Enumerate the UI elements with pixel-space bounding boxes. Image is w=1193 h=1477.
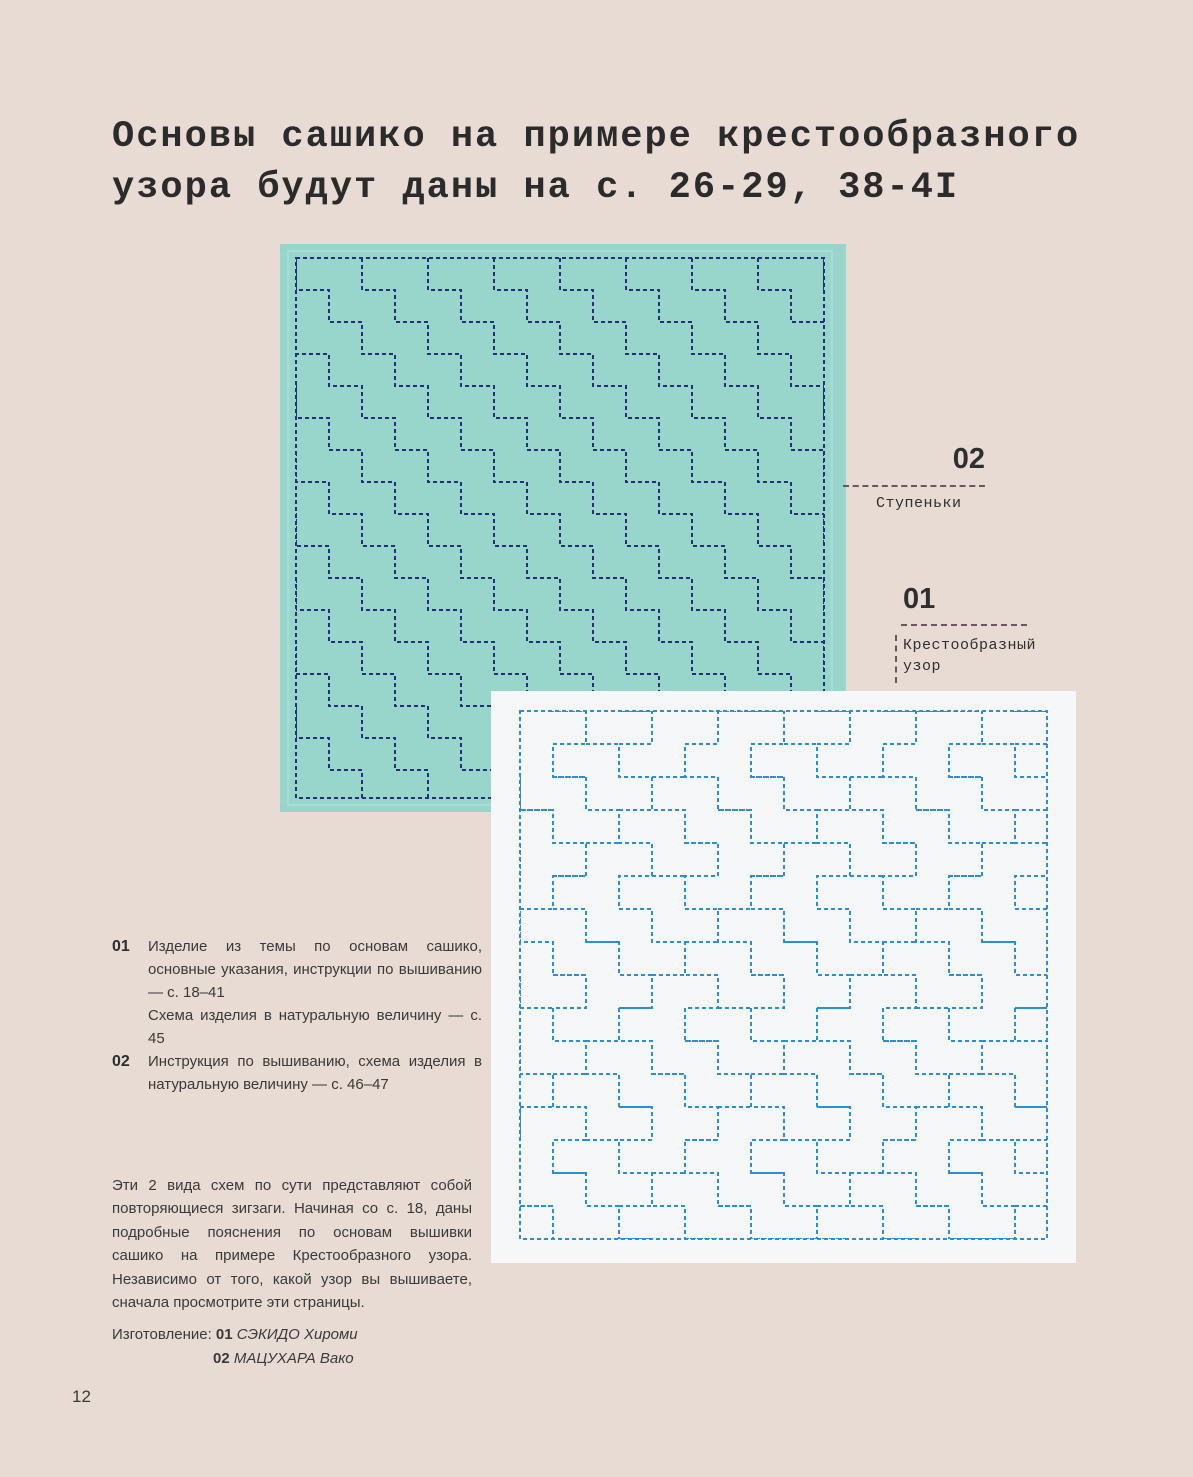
title-line-2: узора будут даны на с. 26-29, 38-4I — [112, 167, 960, 209]
page-title — [112, 112, 1152, 214]
credits-row-1-number: 01 — [215, 1326, 233, 1343]
label-02-name: Ступеньки — [876, 495, 962, 512]
credits-row-1-name: СЭКИДО Хироми — [236, 1326, 358, 1343]
note-01-number: 01 — [112, 938, 130, 955]
note-02-number: 02 — [112, 1053, 130, 1070]
credits-row-2-number: 02 — [213, 1350, 230, 1367]
note-01-text-2: Схема изделия в натуральную величину — с. 45 — [148, 1007, 482, 1047]
note-01-text — [148, 935, 482, 1050]
label-01-number: 01 — [903, 583, 936, 615]
label-01-name — [903, 635, 1083, 677]
note-01-text-1: Изделие из темы по основам сашико, основные указания, инструкции по вышиванию — с. 18–41 — [148, 938, 482, 1001]
page-number: 12 — [72, 1387, 91, 1406]
credits-label: Изготовление: — [112, 1326, 212, 1343]
label-01-dashed-line — [901, 624, 1027, 626]
label-01-name-line-1: Крестообразный — [903, 637, 1037, 654]
note-01 — [112, 935, 482, 1050]
item-notes — [112, 935, 482, 1096]
note-02-text-1: Инструкция по вышиванию, схема изделия в натуральную величину — с. 46–47 — [148, 1053, 482, 1093]
credits-row-2-name: МАЦУХАРА Вако — [233, 1350, 354, 1367]
credits — [112, 1323, 358, 1371]
label-01-vertical-dashed-line — [895, 635, 897, 683]
credits-row-2 — [112, 1347, 358, 1371]
label-02-number: 02 — [952, 443, 985, 475]
credits-row-1 — [112, 1323, 358, 1347]
title-line-1: Основы сашико на примере крестообразного — [112, 116, 1081, 158]
label-02-dashed-line — [843, 485, 985, 487]
note-02-text — [148, 1050, 482, 1096]
description-paragraph: Эти 2 вида схем по сути представляют собой повторяющиеся зигзаги. Начиная со с. 18, даны подробные пояснения по основам вышивки сашико на примере Крестообразного узора. Независимо от того, какой узор вы вышиваете, сначала просмотрите эти страницы. — [112, 1177, 472, 1312]
note-02 — [112, 1050, 482, 1096]
label-01-name-line-2: узор — [903, 658, 942, 675]
cross-cloth-photo — [491, 691, 1076, 1263]
white-fabric — [491, 691, 1076, 1263]
